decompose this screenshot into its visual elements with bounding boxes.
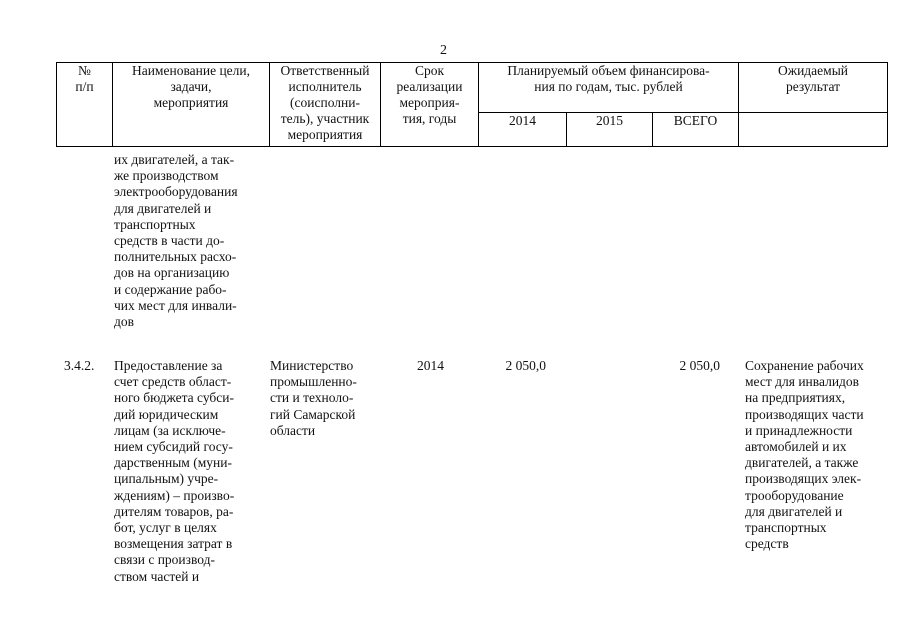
header-year-2015: 2015 bbox=[567, 113, 653, 147]
page-number: 2 bbox=[440, 43, 447, 58]
header-name: Наименование цели, задачи, мероприятия bbox=[113, 63, 270, 147]
row-name: Предоставление за счет средств област- ного бюджета субси- дий юридическим лицам (за исключе- нием субсидий госу- дарственным (муни- ципальным) учре- ждениям) – произво- дителям товаров, ра- бот, услуг в целях возмещения затрат в связи с производ- ством частей и bbox=[114, 358, 235, 584]
row-term: 2014 bbox=[417, 358, 444, 373]
header-total: ВСЕГО bbox=[653, 113, 739, 147]
row-number: 3.4.2. bbox=[64, 358, 95, 373]
row-value-total: 2 050,0 bbox=[679, 358, 720, 373]
header-result-empty bbox=[739, 113, 888, 147]
row-result: Сохранение рабочих мест для инвалидов на предприятиях, производящих части и принадлежности автомобилей и их двигателей, а также производящих элек- трооборудование для двигателей и транспортных средств bbox=[745, 358, 864, 552]
header-num: № п/п bbox=[57, 63, 113, 147]
header-year-2014: 2014 bbox=[479, 113, 567, 147]
header-executor: Ответственный исполнитель (соисполни- тель), участник мероприятия bbox=[270, 63, 381, 147]
table-header bbox=[56, 62, 888, 147]
continuation-text: их двигателей, а так- же производством электрооборудования для двигателей и транспортных средств в части до- полнительных расхо- дов на организацию и содержание рабо- чих мест для инвали- дов bbox=[114, 152, 238, 330]
row-value-2014: 2 050,0 bbox=[505, 358, 546, 373]
header-result: Ожидаемый результат bbox=[739, 63, 888, 113]
row-executor: Министерство промышленно- сти и техноло- гий Самарской области bbox=[270, 358, 357, 438]
header-term: Срок реализации мероприя- тия, годы bbox=[381, 63, 479, 147]
header-funding: Планируемый объем финансирова- ния по годам, тыс. рублей bbox=[479, 63, 739, 113]
